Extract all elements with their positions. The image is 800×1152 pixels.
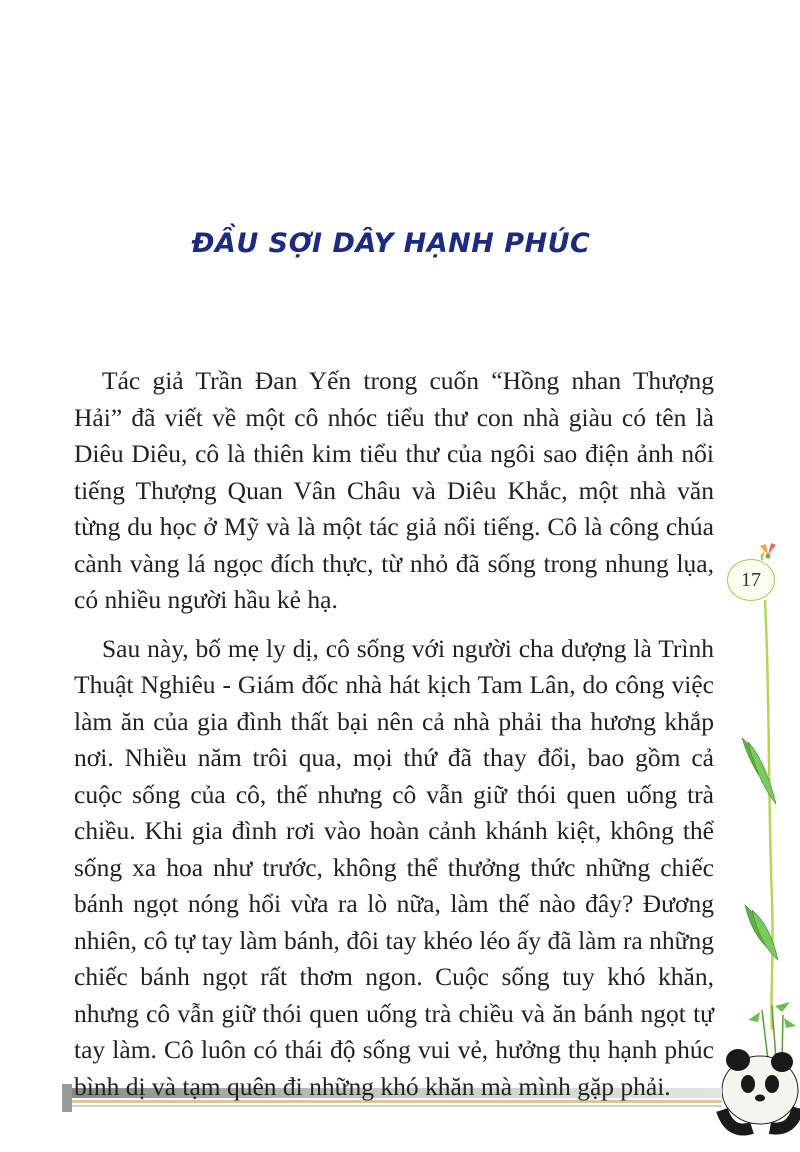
- body-text: [74, 363, 714, 1105]
- paragraph: Tác giả Trần Đan Yến trong cuốn “Hồng nhan Thượng Hải” đã viết về một cô nhóc tiểu thư con nhà giàu có tên là Diêu Diêu, cô là thiên kim tiểu thư của ngôi sao điện ảnh nổi tiếng Thượng Quan Vân Châu và Diêu Khắc, một nhà văn từng du học ở Mỹ và là một tác giả nổi tiếng. Cô là công chúa cành vàng lá ngọc đích thực, từ nhỏ đã sống trong nhung lụa, có nhiều người hầu kẻ hạ.: [74, 366, 714, 614]
- chapter-title: ĐẦU SỢI DÂY HẠNH PHÚC: [191, 228, 591, 259]
- page-number: 17: [727, 559, 775, 601]
- paragraph: Sau này, bố mẹ ly dị, cô sống với người cha dượng là Trình Thuật Nghiêu - Giám đốc nhà hát kịch Tam Lân, do công việc làm ăn của gia đình thất bại nên cả nhà phải tha hương khắp nơi. Nhiều năm trôi qua, mọi thứ đã thay đổi, bao gồm cả cuộc sống của cô, thế nhưng cô vẫn giữ thói quen uống trà chiều. Khi gia đình rơi vào hoàn cảnh khánh kiệt, không thể sống xa hoa như trước, không thể thưởng thức những chiếc bánh ngọt nóng hổi vừa ra lò nữa, làm thế nào đây? Đương nhiên, cô tự tay làm bánh, đôi tay khéo léo ấy đã làm ra những chiếc bánh ngọt rất thơm ngon. Cuộc sống tuy khó khăn, nhưng cô vẫn giữ thói quen uống trà chiều và ăn bánh ngọt tự tay làm. Cô luôn có thái độ sống vui vẻ, hưởng thụ hạnh phúc bình dị và tạm quên đi những khó khăn mà mình gặp phải.: [74, 633, 714, 1101]
